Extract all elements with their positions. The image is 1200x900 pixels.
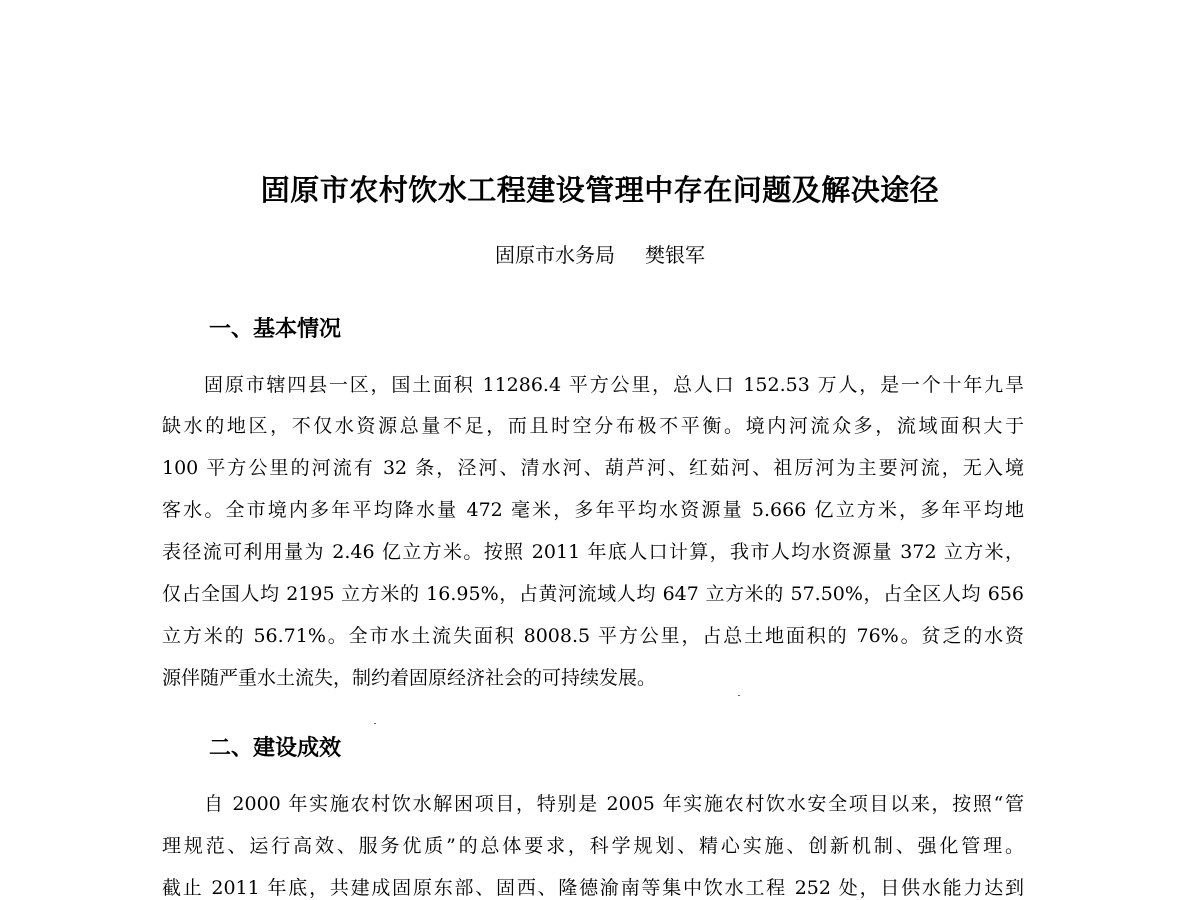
paragraph-line: 仅占全国人均 2195 立方米的 16.95%，占黄河流域人均 647 立方米的 57.50%，占全区人均 656 xyxy=(162,583,1024,605)
paragraph-line: 缺水的地区，不仅水资源总量不足，而且时空分布极不平衡。境内河流众多，流域面积大于 xyxy=(162,415,1024,437)
author-line xyxy=(0,239,1200,268)
paragraph-line: 客水。全市境内多年平均降水量 472 毫米，多年平均水资源量 5.666 亿立方米，多年平均地 xyxy=(162,499,1024,521)
section-heading-construction-results: 二、建设成效 xyxy=(209,735,342,761)
paragraph-line: 源伴随严重水土流失，制约着固原经济社会的可持续发展。 xyxy=(162,667,657,689)
paragraph-line: 自 2000 年实施农村饮水解困项目，特别是 2005 年实施农村饮水安全项目以来，按照“管 xyxy=(204,793,1024,815)
paragraph-line: 表径流可利用量为 2.46 亿立方米。按照 2011 年底人口计算，我市人均水资源量 372 立方米， xyxy=(162,541,1024,563)
paragraph-line: 100 平方公里的河流有 32 条，泾河、清水河、葫芦河、红茹河、祖厉河为主要河流，无入境 xyxy=(162,457,1024,479)
paragraph-line: 截止 2011 年底，共建成固原东部、固西、隆德渝南等集中饮水工程 252 处，日供水能力达到 xyxy=(162,877,1024,899)
paragraph-line: 理规范、运行高效、服务优质”的总体要求，科学规划、精心实施、创新机制、强化管理。 xyxy=(162,835,1024,857)
section-heading-basic-situation: 一、基本情况 xyxy=(209,316,342,342)
author-organization: 固原市水务局 xyxy=(495,243,615,267)
scan-speck xyxy=(374,723,376,724)
author-name: 樊银军 xyxy=(645,243,705,267)
paragraph-line: 立方米的 56.71%。全市水土流失面积 8008.5 平方公里，占总土地面积的 76%。贫乏的水资 xyxy=(162,625,1024,647)
document-title: 固原市农村饮水工程建设管理中存在问题及解决途径 xyxy=(260,173,940,207)
paragraph-line: 固原市辖四县一区，国土面积 11286.4 平方公里，总人口 152.53 万人，是一个十年九旱 xyxy=(204,374,1024,396)
scan-speck xyxy=(738,695,740,696)
